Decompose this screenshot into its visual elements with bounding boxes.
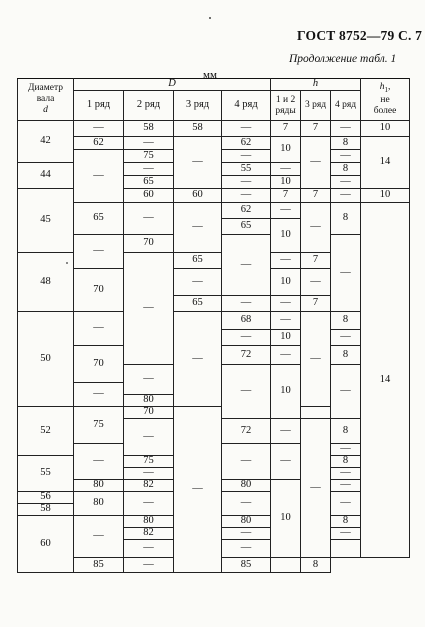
table-cell: — [222,540,271,558]
diameter-cell: 42 [18,121,74,163]
table-cell: 62 [74,137,124,150]
table-cell: 72 [222,346,271,365]
table-cell: — [222,121,271,137]
table-cell: — [271,296,301,312]
table-cell: — [222,150,271,163]
table-cell: 58 [174,121,222,137]
col-header-h-row3: 3 ряд [301,91,331,121]
table-cell: 70 [124,407,174,419]
table-cell: 65 [222,219,271,235]
table-cell: 80 [74,492,124,516]
table-cell: 8 [331,137,361,150]
table-cell: 60 [124,189,174,203]
table-cell: — [222,330,271,346]
table-cell: — [331,492,361,516]
table-cell: — [301,137,331,189]
table-cell: — [222,492,271,516]
table-continuation-label: Продолжение табл. 1 [289,53,397,65]
table-cell: — [124,540,174,558]
table-cell: — [222,189,271,203]
table-cell: — [271,312,301,330]
table-cell: 8 [331,419,361,444]
table-cell: — [124,137,174,150]
table-cell: 75 [124,456,174,468]
table-cell: — [271,346,301,365]
table-cell: 7 [301,253,331,269]
table-cell: — [301,312,331,407]
table-cell: — [301,203,331,253]
table-cell: — [174,269,222,296]
table-cell: 80 [124,395,174,407]
table-cell: 68 [222,312,271,330]
table-cell: — [271,163,301,176]
table-cell: — [74,235,124,269]
col-header-diameter: Диаметр вала d [18,79,74,121]
table-cell: 8 [331,163,361,176]
table-cell: 7 [271,121,301,137]
table-cell: 8 [301,558,331,573]
table-cell: 10 [271,269,301,296]
table-cell: — [331,480,361,492]
table-cell: 8 [331,203,361,235]
table-cell: — [271,253,301,269]
table-cell: — [124,253,174,365]
table-cell: — [124,419,174,456]
table-cell: — [124,163,174,176]
table-cell: 60 [174,189,222,203]
page-title: ГОСТ 8752—79 С. 7 [297,28,423,43]
table-cell: — [174,312,222,407]
dimensions-table [17,78,410,573]
table-cell: 70 [124,235,174,253]
table-cell: 8 [331,456,361,468]
table-cell: 10 [271,330,301,346]
table-cell: 75 [124,150,174,163]
units-label: мм [203,69,217,81]
table-cell: 10 [271,176,301,189]
table-cell: 10 [271,480,301,558]
table-cell: 7 [271,189,301,203]
table-cell: — [124,468,174,480]
diameter-cell: 44 [18,163,74,189]
table-cell: 62 [222,137,271,150]
table-cell: 55 [222,163,271,176]
table-cell: 80 [74,480,124,492]
table-cell: 10 [271,137,301,163]
table-cell: 65 [74,203,124,235]
diameter-cell: 55 [18,456,74,492]
col-header-row3: 3 ряд [174,91,222,121]
col-header-h1: $h_1$, не более [361,79,410,121]
table-cell: — [74,150,124,203]
table-cell: 80 [222,480,271,492]
col-header-h-row4: 4 ряд [331,91,361,121]
table-cell: — [331,150,361,163]
table-cell: — [331,176,361,189]
table-cell: 80 [222,516,271,528]
table-cell: — [331,189,361,203]
table-cell: — [124,492,174,516]
table-cell: 8 [331,346,361,365]
table-cell: — [271,444,301,480]
table-cell [271,558,301,573]
table-cell: — [222,365,271,419]
table-cell: — [174,137,222,189]
table-cell: 10 [361,189,410,203]
table-cell: 7 [301,121,331,137]
table-cell: — [222,235,271,296]
table-cell: 14 [361,203,410,558]
table-cell: — [174,407,222,573]
table-cell: — [74,121,124,137]
diameter-cell: 45 [18,189,74,253]
diameter-cell: 58 [18,504,74,516]
table-cell: — [271,419,301,444]
table-cell: 7 [301,296,331,312]
table-cell: — [74,383,124,407]
table-cell: 7 [301,189,331,203]
table-cell: — [74,516,124,558]
table-cell: — [124,203,174,235]
table-cell: — [331,468,361,480]
table-cell: — [74,444,124,480]
diameter-cell: 56 [18,492,74,504]
col-header-h: h [271,79,361,91]
table-cell: — [124,558,174,573]
col-header-row2: 2 ряд [124,91,174,121]
col-header-D: D [74,79,271,91]
table-cell: — [74,312,124,346]
table-cell: 65 [124,176,174,189]
diameter-cell: 50 [18,312,74,407]
table-cell: 58 [124,121,174,137]
table-cell: — [222,444,271,480]
table-cell: — [331,121,361,137]
table-cell: 72 [222,419,271,444]
table-cell: 82 [124,480,174,492]
table-cell: — [124,365,174,395]
table-cell: 65 [174,253,222,269]
diameter-cell: 60 [18,516,74,573]
table-cell: 10 [271,365,301,419]
diameter-cell: 52 [18,407,74,456]
table-cell: 85 [222,558,271,573]
table-cell: — [331,444,361,456]
speck-mark [209,17,211,19]
col-header-h-rows12: 1 и 2 ряды [271,91,301,121]
table-cell: — [331,528,361,540]
table-cell: 10 [271,219,301,253]
col-header-row4: 4 ряд [222,91,271,121]
table-cell: 82 [124,528,174,540]
table-cell: 75 [74,407,124,444]
table-cell: — [222,176,271,189]
table-cell: 10 [361,121,410,137]
table-cell: 80 [124,516,174,528]
table-cell: 62 [222,203,271,219]
table-cell: — [301,419,331,558]
table-cell: — [331,330,361,346]
table-cell: 8 [331,516,361,528]
table-cell: 70 [74,346,124,383]
table-cell: — [271,203,301,219]
table-cell: 14 [361,137,410,189]
table-cell: 70 [74,269,124,312]
diameter-cell: 48 [18,253,74,312]
table-cell: — [222,296,271,312]
table-cell: — [222,528,271,540]
col-header-row1: 1 ряд [74,91,124,121]
table-cell: — [331,235,361,312]
table-cell: — [174,203,222,253]
table-cell: 8 [331,312,361,330]
table-cell: 85 [74,558,124,573]
table-cell: — [301,269,331,296]
table-cell: 65 [174,296,222,312]
table-cell: — [331,365,361,419]
